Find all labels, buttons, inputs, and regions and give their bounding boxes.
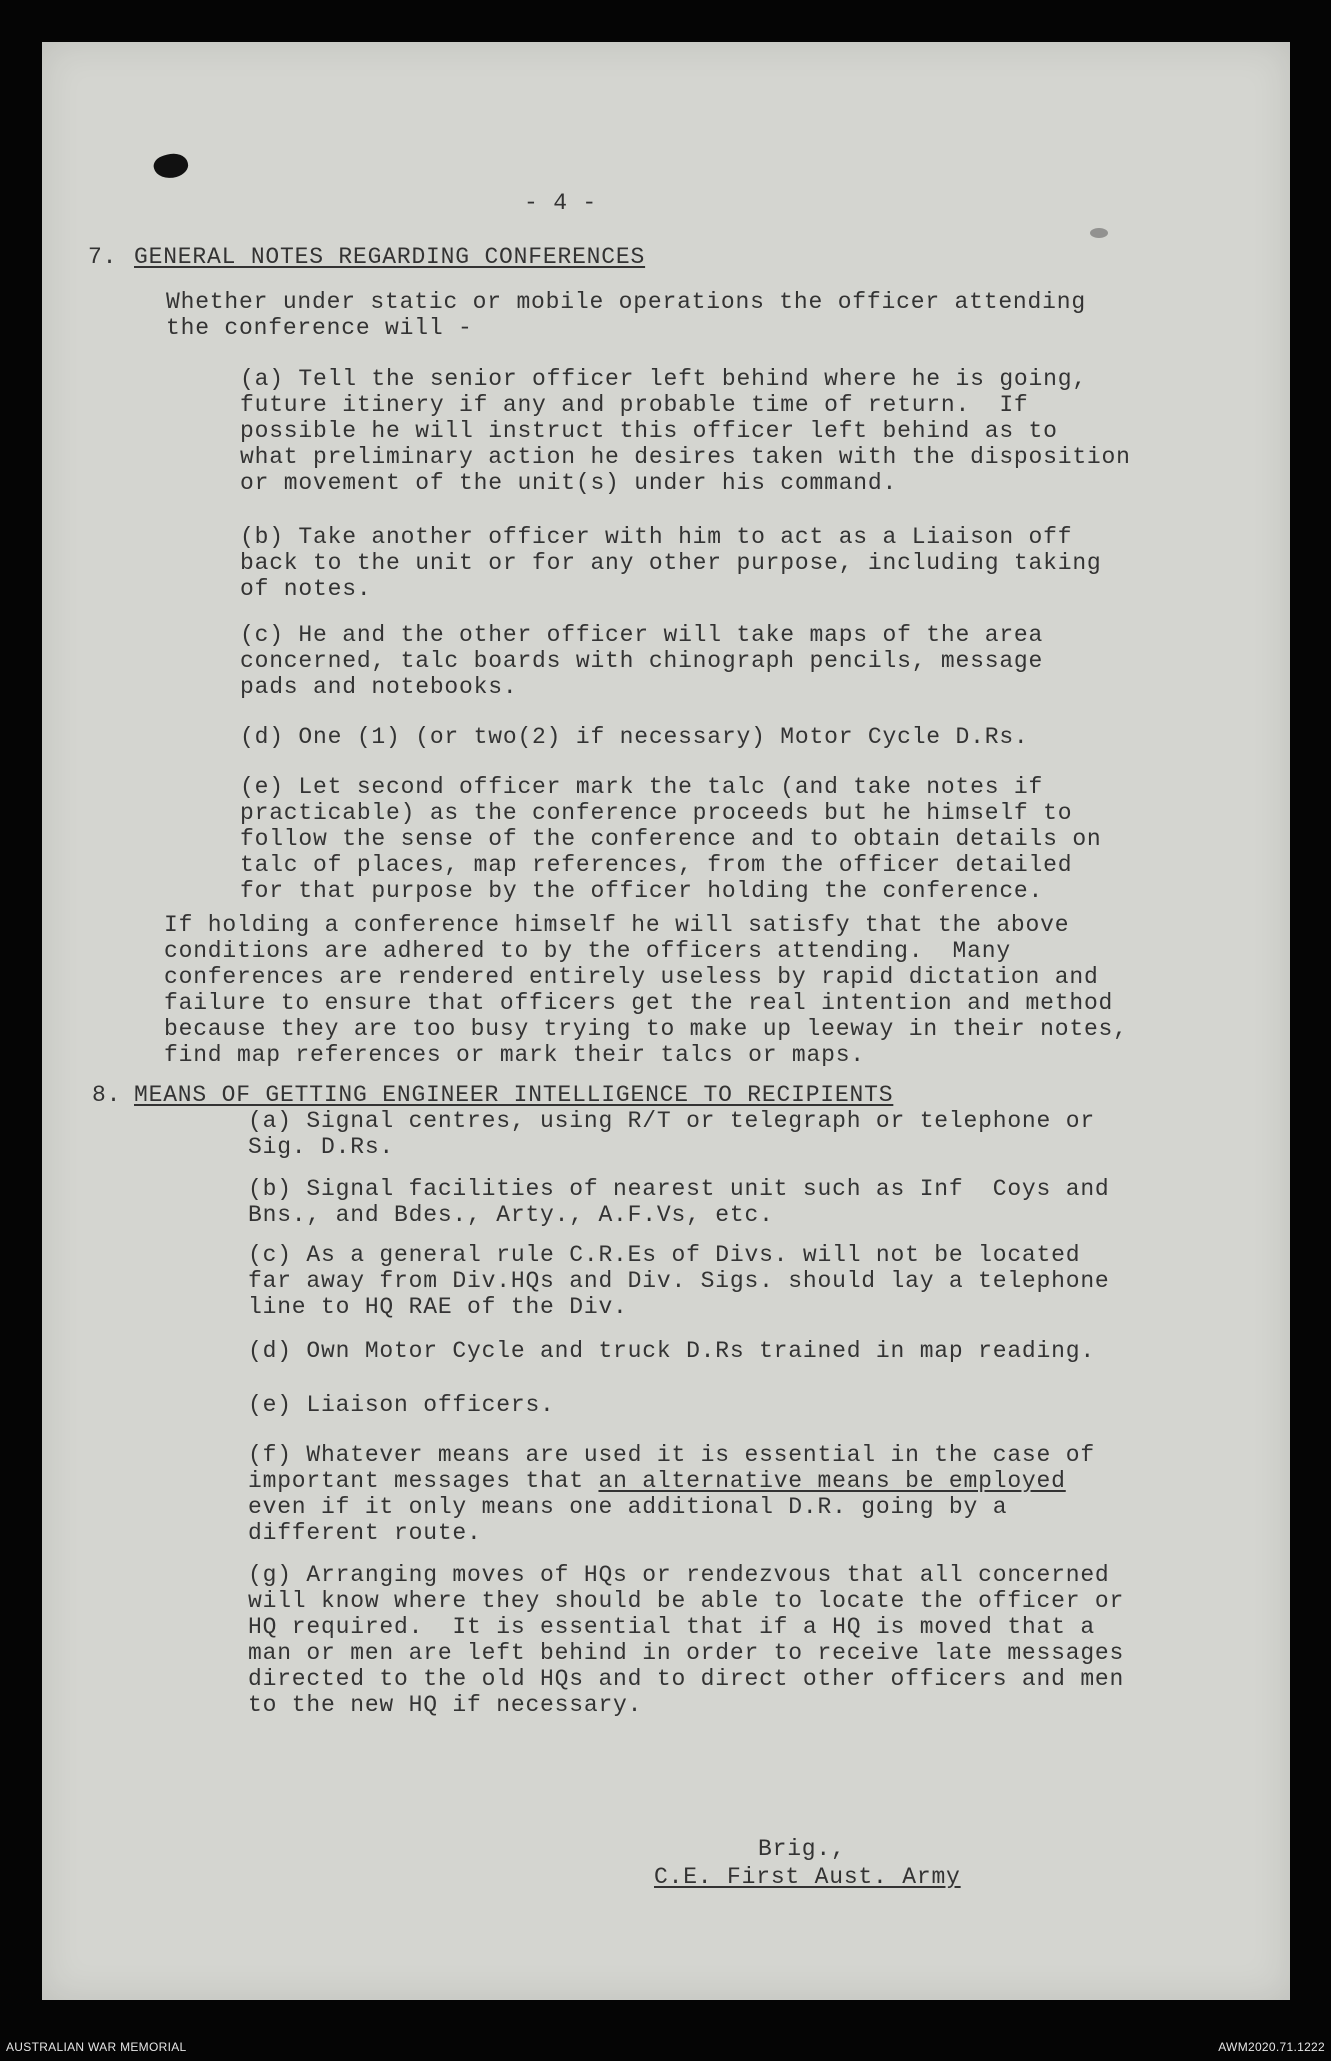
ink-stain bbox=[151, 150, 190, 182]
text-line: failure to ensure that officers get the real intention and method bbox=[164, 990, 1114, 1016]
text-line: for that purpose by the officer holding the conference. bbox=[240, 878, 1044, 904]
text-line: or movement of the unit(s) under his command. bbox=[240, 470, 898, 496]
section-8-item-b bbox=[248, 1176, 1110, 1228]
text-line: (b) Signal facilities of nearest unit such as Inf Coys and bbox=[248, 1176, 1110, 1202]
text-line: Whether under static or mobile operations the officer attending bbox=[166, 289, 1086, 315]
text-line: HQ required. It is essential that if a HQ is moved that a bbox=[248, 1614, 1095, 1640]
text-line: talc of places, map references, from the officer detailed bbox=[240, 852, 1073, 878]
section-7-item-d bbox=[240, 724, 1029, 750]
underlined-phrase: an alternative means be employed bbox=[598, 1468, 1066, 1494]
text-line bbox=[248, 1468, 1095, 1494]
footer-institution: AUSTRALIAN WAR MEMORIAL bbox=[6, 2040, 187, 2054]
section-8-item-g bbox=[248, 1562, 1124, 1718]
text-line: (d) Own Motor Cycle and truck D.Rs trained in map reading. bbox=[248, 1338, 1095, 1364]
text-line: to the new HQ if necessary. bbox=[248, 1692, 643, 1718]
section-7-heading: GENERAL NOTES REGARDING CONFERENCES bbox=[134, 244, 646, 270]
text-line: (e) Liaison officers. bbox=[248, 1392, 555, 1418]
text-line: back to the unit or for any other purpose, including taking bbox=[240, 550, 1102, 576]
text-line: (d) One (1) (or two(2) if necessary) Motor Cycle D.Rs. bbox=[240, 724, 1029, 750]
text-line: (a) Signal centres, using R/T or telegraph or telephone or bbox=[248, 1108, 1095, 1134]
text-line: line to HQ RAE of the Div. bbox=[248, 1294, 628, 1320]
section-7-intro bbox=[166, 289, 1086, 341]
text-line: (c) He and the other officer will take maps of the area bbox=[240, 622, 1044, 648]
text-line: of notes. bbox=[240, 576, 372, 602]
section-7-number: 7. bbox=[88, 244, 118, 270]
text-line: follow the sense of the conference and to obtain details on bbox=[240, 826, 1102, 852]
section-8-item-e bbox=[248, 1392, 555, 1418]
text-fragment: important messages that bbox=[248, 1468, 599, 1494]
text-line: (a) Tell the senior officer left behind where he is going, bbox=[240, 366, 1087, 392]
text-line: (g) Arranging moves of HQs or rendezvous that all concerned bbox=[248, 1562, 1110, 1588]
section-8-item-d bbox=[248, 1338, 1095, 1364]
text-line: conditions are adhered to by the officers attending. Many bbox=[164, 938, 1011, 964]
text-line: practicable) as the conference proceeds but he himself to bbox=[240, 800, 1073, 826]
text-line: what preliminary action he desires taken with the disposition bbox=[240, 444, 1131, 470]
text-line: even if it only means one additional D.R. going by a bbox=[248, 1494, 1008, 1520]
text-line: different route. bbox=[248, 1520, 482, 1546]
text-line: Bns., and Bdes., Arty., A.F.Vs, etc. bbox=[248, 1202, 774, 1228]
text-line: If holding a conference himself he will satisfy that the above bbox=[164, 912, 1070, 938]
text-line: find map references or mark their talcs or maps. bbox=[164, 1042, 865, 1068]
page-number: - 4 - bbox=[524, 190, 598, 216]
text-line: (f) Whatever means are used it is essential in the case of bbox=[248, 1442, 1095, 1468]
section-7-closing bbox=[164, 912, 1128, 1068]
document-page bbox=[42, 42, 1290, 2000]
signature-rank: Brig., bbox=[758, 1836, 846, 1862]
signature-title: C.E. First Aust. Army bbox=[654, 1864, 961, 1890]
text-line: Sig. D.Rs. bbox=[248, 1134, 395, 1160]
section-7-item-b bbox=[240, 524, 1102, 602]
text-line: will know where they should be able to locate the officer or bbox=[248, 1588, 1125, 1614]
paper-mark bbox=[1090, 228, 1108, 238]
text-line: possible he will instruct this officer left behind as to bbox=[240, 418, 1058, 444]
text-line: (c) As a general rule C.R.Es of Divs. will not be located bbox=[248, 1242, 1081, 1268]
text-line: pads and notebooks. bbox=[240, 674, 518, 700]
section-8-item-f bbox=[248, 1442, 1095, 1546]
section-8-heading: MEANS OF GETTING ENGINEER INTELLIGENCE TO RECIPIENTS bbox=[134, 1082, 894, 1108]
text-line: future itinery if any and probable time of return. If bbox=[240, 392, 1029, 418]
text-line: concerned, talc boards with chinograph pencils, message bbox=[240, 648, 1044, 674]
footer-reference: AWM2020.71.1222 bbox=[1218, 2040, 1325, 2054]
section-7-item-a bbox=[240, 366, 1131, 496]
text-line: (e) Let second officer mark the talc (and take notes if bbox=[240, 774, 1044, 800]
text-line: conferences are rendered entirely useless by rapid dictation and bbox=[164, 964, 1099, 990]
section-8-item-a bbox=[248, 1108, 1095, 1160]
text-line: the conference will - bbox=[166, 315, 473, 341]
text-line: because they are too busy trying to make up leeway in their notes, bbox=[164, 1016, 1128, 1042]
text-line: far away from Div.HQs and Div. Sigs. should lay a telephone bbox=[248, 1268, 1110, 1294]
section-7-item-e bbox=[240, 774, 1102, 904]
text-line: man or men are left behind in order to receive late messages bbox=[248, 1640, 1125, 1666]
section-8-item-c bbox=[248, 1242, 1110, 1320]
text-line: (b) Take another officer with him to act as a Liaison off bbox=[240, 524, 1073, 550]
section-8-number: 8. bbox=[92, 1082, 122, 1108]
text-line: directed to the old HQs and to direct other officers and men bbox=[248, 1666, 1125, 1692]
section-7-item-c bbox=[240, 622, 1043, 700]
